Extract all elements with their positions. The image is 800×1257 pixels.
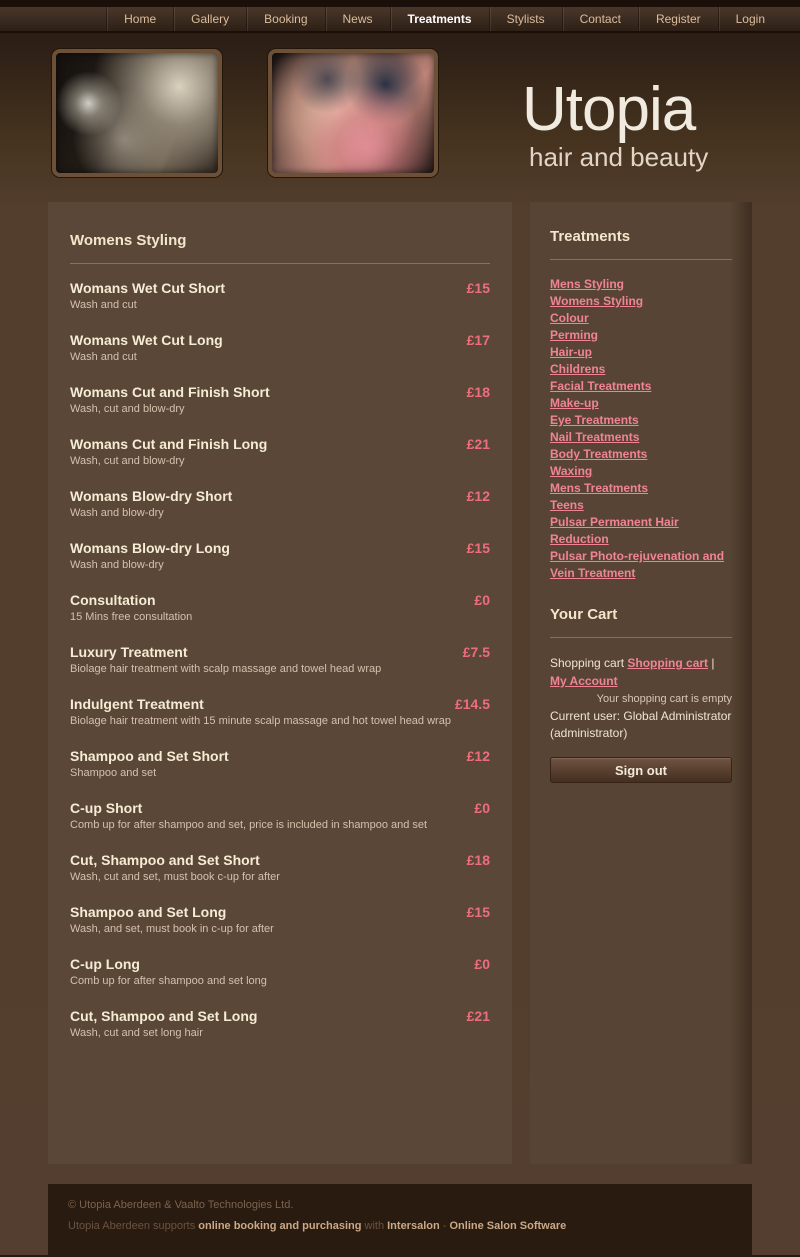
treatment-title: Womans Blow-dry Long (70, 540, 230, 556)
treatment-category-link[interactable]: Eye Treatments (550, 413, 639, 427)
treatment-price: £0 (474, 956, 490, 972)
treatment-row (70, 748, 490, 779)
nav-item[interactable]: Booking (246, 7, 324, 31)
nav-item[interactable]: Treatments (390, 7, 489, 31)
nav-item[interactable]: Gallery (173, 7, 246, 31)
treatment-title: Shampoo and Set Long (70, 904, 227, 920)
treatment-row (70, 436, 490, 467)
nav-item[interactable]: Register (638, 7, 718, 31)
treatment-row (70, 1008, 490, 1039)
treatment-category-link[interactable]: Childrens (550, 362, 606, 376)
treatment-category-link[interactable]: Hair-up (550, 345, 592, 359)
treatment-row (70, 904, 490, 935)
treatment-price: £21 (466, 1008, 490, 1024)
treatment-price: £12 (466, 488, 490, 504)
treatment-title: C-up Short (70, 800, 143, 816)
treatment-category-link[interactable]: Pulsar Photo-rejuvenation and Vein Treatment (550, 549, 725, 580)
sidebar-treatments-heading: Treatments (550, 228, 732, 260)
treatment-price: £15 (466, 540, 490, 556)
treatment-title: Consultation (70, 592, 156, 608)
treatment-desc: Wash and cut (70, 351, 137, 363)
treatment-title: Womans Cut and Finish Long (70, 436, 268, 452)
top-strip (0, 0, 800, 7)
treatment-desc: Wash, cut and blow-dry (70, 455, 185, 467)
treatment-title: Cut, Shampoo and Set Long (70, 1008, 258, 1024)
content-columns (48, 202, 752, 1164)
treatment-desc: 15 Mins free consultation (70, 611, 193, 623)
treatment-list (70, 280, 490, 1039)
category-heading: Womens Styling (70, 232, 490, 264)
current-user-label: Current user: (550, 709, 624, 723)
footer-dash: - (439, 1220, 450, 1232)
sidebar (530, 202, 752, 1164)
treatment-desc: Wash and blow-dry (70, 559, 164, 571)
site-header (0, 33, 800, 202)
treatment-category-link[interactable]: Nail Treatments (550, 430, 640, 444)
treatment-category-link[interactable]: Teens (550, 498, 584, 512)
page-footer (48, 1184, 752, 1257)
cart-separator: | (708, 656, 715, 670)
current-user-line (550, 708, 732, 742)
treatment-title: Cut, Shampoo and Set Short (70, 852, 260, 868)
treatment-price: £21 (466, 436, 490, 452)
treatments-panel (48, 202, 512, 1164)
treatment-row (70, 644, 490, 675)
treatment-desc: Wash, cut and blow-dry (70, 403, 185, 415)
treatment-price: £18 (466, 384, 490, 400)
treatment-title: Womans Cut and Finish Short (70, 384, 270, 400)
treatment-price: £7.5 (462, 644, 490, 660)
treatment-price: £18 (466, 852, 490, 868)
treatment-row (70, 540, 490, 571)
cart-label: Shopping cart (550, 656, 628, 670)
nav-item[interactable]: Stylists (489, 7, 562, 31)
treatment-desc: Wash, cut and set, must book c-up for after (70, 871, 280, 883)
nav-item[interactable]: News (325, 7, 390, 31)
treatment-category-link[interactable]: Colour (550, 311, 589, 325)
treatment-desc: Biolage hair treatment with scalp massage and towel head wrap (70, 663, 382, 675)
treatment-price: £12 (466, 748, 490, 764)
treatment-row (70, 592, 490, 623)
treatment-desc: Shampoo and set (70, 767, 157, 779)
logo-title: Utopia (522, 75, 696, 144)
treatment-price: £15 (466, 280, 490, 296)
treatment-desc: Comb up for after shampoo and set long (70, 975, 267, 987)
treatment-title: Womans Wet Cut Long (70, 332, 223, 348)
site-logo (522, 77, 708, 173)
treatment-category-link[interactable]: Mens Treatments (550, 481, 649, 495)
main-nav (0, 7, 800, 33)
footer-prefix: Utopia Aberdeen supports (68, 1220, 199, 1232)
treatment-desc: Comb up for after shampoo and set, price is included in shampoo and set (70, 819, 428, 831)
treatment-row (70, 956, 490, 987)
logo-subtitle: hair and beauty (529, 142, 709, 173)
header-photo-2 (268, 49, 438, 177)
treatment-row (70, 280, 490, 311)
treatment-title: C-up Long (70, 956, 140, 972)
online-salon-software-link[interactable]: Online Salon Software (449, 1220, 567, 1232)
treatment-category-link[interactable]: Facial Treatments (550, 379, 652, 393)
footer-mid: with (361, 1220, 388, 1232)
treatment-row (70, 488, 490, 519)
treatment-price: £17 (466, 332, 490, 348)
cart-heading: Your Cart (550, 606, 732, 638)
header-photo-1 (52, 49, 222, 177)
footer-credits (68, 1220, 732, 1232)
copyright-text: © Utopia Aberdeen & Vaalto Technologies Ltd. (68, 1199, 294, 1211)
treatment-row (70, 800, 490, 831)
treatment-desc: Biolage hair treatment with 15 minute scalp massage and hot towel head wrap (70, 715, 451, 727)
treatment-desc: Wash, and set, must book in c-up for after (70, 923, 274, 935)
treatment-title: Indulgent Treatment (70, 696, 204, 712)
cart-empty-message: Your shopping cart is empty (596, 693, 732, 705)
treatment-price: £0 (474, 800, 490, 816)
my-account-link[interactable]: My Account (550, 674, 618, 688)
treatment-category-link[interactable]: Pulsar Permanent Hair Reduction (550, 515, 679, 546)
intersalon-link[interactable]: Intersalon (387, 1220, 440, 1232)
treatment-price: £15 (466, 904, 490, 920)
treatment-price: £0 (474, 592, 490, 608)
online-booking-link[interactable]: online booking and purchasing (198, 1220, 362, 1232)
treatment-row (70, 696, 490, 727)
current-user-value: Global Administrator (administrator) (550, 709, 732, 740)
treatment-desc: Wash, cut and set long hair (70, 1027, 203, 1039)
nav-item[interactable]: Login (718, 7, 782, 31)
treatment-title: Womans Wet Cut Short (70, 280, 226, 296)
treatment-category-link[interactable]: Waxing (550, 464, 593, 478)
sign-out-button[interactable]: Sign out (550, 757, 732, 783)
treatment-desc: Wash and cut (70, 299, 137, 311)
treatment-row (70, 384, 490, 415)
cart-links-line (550, 654, 732, 690)
treatment-price: £14.5 (454, 696, 490, 712)
treatment-title: Shampoo and Set Short (70, 748, 229, 764)
treatment-category-link[interactable]: Make-up (550, 396, 599, 410)
treatment-desc: Wash and blow-dry (70, 507, 164, 519)
cart-box (550, 654, 732, 783)
treatment-category-link[interactable]: Perming (550, 328, 599, 342)
shopping-cart-link[interactable]: Shopping cart (627, 656, 709, 670)
treatment-category-link[interactable]: Womens Styling (550, 294, 644, 308)
treatment-category-link[interactable]: Mens Styling (550, 277, 625, 291)
treatment-row (70, 332, 490, 363)
treatment-category-links (550, 276, 732, 582)
treatment-row (70, 852, 490, 883)
nav-item[interactable]: Home (106, 7, 173, 31)
treatment-title: Womans Blow-dry Short (70, 488, 233, 504)
treatment-title: Luxury Treatment (70, 644, 188, 660)
nav-item[interactable]: Contact (562, 7, 638, 31)
treatment-category-link[interactable]: Body Treatments (550, 447, 648, 461)
